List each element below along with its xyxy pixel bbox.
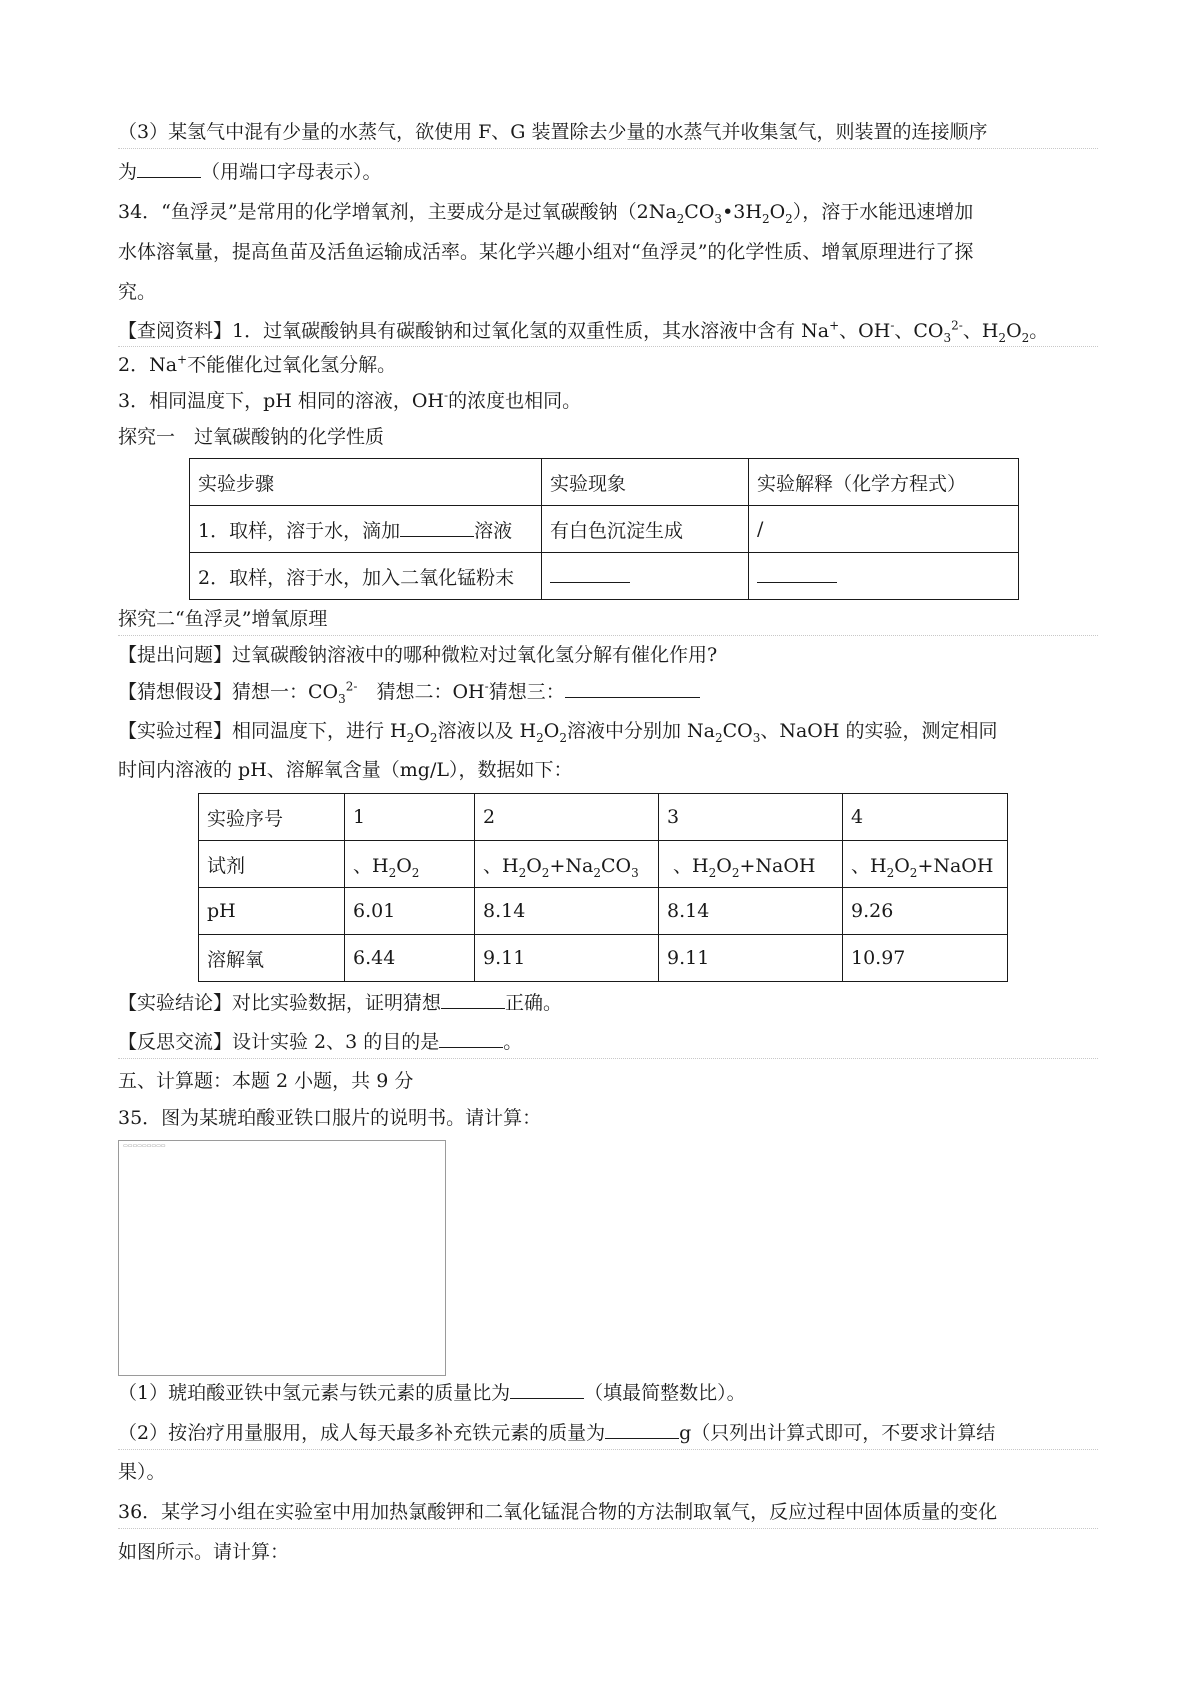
subscript: 2 xyxy=(541,865,550,880)
subscript: 2 xyxy=(518,865,527,880)
table-row xyxy=(190,459,1019,506)
text: 【提出问题】过氧碳酸钠溶液中的哪种微粒对过氧化氢分解有催化作用? xyxy=(118,644,718,666)
row-label: 试剂 xyxy=(199,841,345,888)
subscript: 2 xyxy=(886,865,895,880)
subscript: 3 xyxy=(752,730,761,745)
table-cell: 1 xyxy=(345,794,475,841)
text: 3．相同温度下，pH 相同的溶液，OH xyxy=(118,390,445,412)
subscript: 2 xyxy=(536,730,544,745)
divider xyxy=(118,1058,1098,1059)
text: O xyxy=(396,854,412,877)
text: （填最简整数比）。 xyxy=(584,1382,746,1404)
text: （用端口字母表示）。 xyxy=(201,161,382,183)
text: O xyxy=(894,854,910,877)
inquiry-one-heading xyxy=(118,422,1098,452)
question-line xyxy=(118,640,1098,670)
table-header: 实验解释（化学方程式） xyxy=(749,459,1019,506)
text: 【实验结论】对比实验数据，证明猜想 xyxy=(118,992,442,1014)
text: 溶液中分别加 Na xyxy=(566,720,715,742)
table-cell: 4 xyxy=(843,794,1008,841)
table-cell: 10.97 xyxy=(843,935,1008,982)
subscript: 2 xyxy=(761,211,770,226)
experiment-data-table xyxy=(198,793,1008,982)
text: 、OH xyxy=(839,320,891,342)
answer-blank[interactable] xyxy=(400,518,474,537)
text: （2）按治疗用量服用，成人每天最多补充铁元素的质量为 xyxy=(118,1422,606,1444)
subscript: 2 xyxy=(388,865,397,880)
table-cell xyxy=(843,841,1008,888)
text: ），溶于水能迅速增加 xyxy=(792,201,974,223)
text: 【实验过程】相同温度下，进行 H xyxy=(118,720,407,742)
superscript: + xyxy=(177,352,188,367)
inquiry-two-heading xyxy=(118,604,1098,634)
subscript: 2 xyxy=(411,865,420,880)
table-cell: 9.11 xyxy=(659,935,843,982)
text: O xyxy=(414,720,430,742)
text: 探究一 过氧碳酸钠的化学性质 xyxy=(118,426,385,448)
table-header: 实验步骤 xyxy=(190,459,542,506)
text: 34．“鱼浮灵”是常用的化学增氧剂，主要成分是过氧碳酸钠（2Na xyxy=(118,201,677,223)
text: 五、计算题：本题 2 小题，共 9 分 xyxy=(118,1070,414,1092)
text: 如图所示。请计算： xyxy=(118,1541,290,1563)
superscript: 2- xyxy=(951,318,963,333)
conclusion-line xyxy=(118,988,1098,1018)
hypothesis-line xyxy=(118,677,1098,707)
process-line1 xyxy=(118,716,1098,746)
text: 、H xyxy=(962,320,999,342)
subscript: 2 xyxy=(714,730,723,745)
text: O xyxy=(543,720,560,742)
row-label: 实验序号 xyxy=(199,794,345,841)
reflection-line xyxy=(118,1027,1098,1057)
table-row xyxy=(190,553,1019,600)
text: CO xyxy=(600,854,632,877)
text: O xyxy=(716,854,732,877)
table-cell: 9.26 xyxy=(843,888,1008,935)
text: g（只列出计算式即可，不要求计算结 xyxy=(679,1422,996,1444)
divider xyxy=(118,346,1098,347)
divider xyxy=(118,1449,1098,1450)
subscript: 2 xyxy=(785,211,793,226)
table-cell xyxy=(749,553,1019,600)
text: •3H xyxy=(722,201,762,223)
table-row xyxy=(190,506,1019,553)
subscript: 2 xyxy=(998,330,1007,345)
answer-blank[interactable] xyxy=(137,159,201,178)
answer-blank[interactable] xyxy=(565,679,700,698)
text: 果）。 xyxy=(118,1461,166,1483)
section-five-heading xyxy=(118,1066,1098,1096)
answer-blank[interactable] xyxy=(441,990,505,1009)
table-cell: 9.11 xyxy=(475,935,659,982)
text: 36．某学习小组在实验室中用加热氯酸钾和二氧化锰混合物的方法制取氧气，反应过程中固体质量的变化 xyxy=(118,1501,998,1523)
text: 探究二“鱼浮灵”增氧原理 xyxy=(118,608,328,630)
subscript: 2 xyxy=(731,865,740,880)
table-cell: 3 xyxy=(659,794,843,841)
q33-3-line2 xyxy=(118,157,1098,187)
text: +NaOH xyxy=(739,854,816,877)
text: 溶液以及 H xyxy=(437,720,537,742)
text: +NaOH xyxy=(917,854,994,877)
q33-3-line1 xyxy=(118,117,1098,147)
divider xyxy=(118,635,1098,636)
table-row xyxy=(199,888,1008,935)
superscript: + xyxy=(829,318,840,333)
table-cell xyxy=(659,841,843,888)
q36-line2 xyxy=(118,1537,1098,1567)
q36-line1 xyxy=(118,1497,1098,1527)
answer-blank[interactable] xyxy=(605,1420,679,1439)
q34-line2 xyxy=(118,237,1098,267)
text: 。 xyxy=(503,1031,523,1053)
experiment-table-1 xyxy=(189,458,1019,600)
row-label: 溶解氧 xyxy=(199,935,345,982)
table-cell: 6.01 xyxy=(345,888,475,935)
q34-line3 xyxy=(118,277,1098,307)
q35-part2-line1 xyxy=(118,1418,1098,1448)
subscript: 2 xyxy=(1021,330,1030,345)
text: 。 xyxy=(1029,320,1049,342)
table-cell xyxy=(475,841,659,888)
table-row xyxy=(199,935,1008,982)
text: 究。 xyxy=(118,281,157,303)
table-cell: 6.44 xyxy=(345,935,475,982)
subscript: 3 xyxy=(714,211,723,226)
subscript: 2 xyxy=(429,730,438,745)
text: 猜想二：OH xyxy=(357,681,485,703)
superscript: - xyxy=(444,388,449,403)
text: 猜想三： xyxy=(488,681,565,703)
subscript: 2 xyxy=(909,865,918,880)
table-cell: 有白色沉淀生成 xyxy=(542,506,749,553)
superscript: - xyxy=(890,318,895,333)
q34-line1 xyxy=(118,197,1098,227)
medicine-instruction-image xyxy=(118,1140,446,1376)
text: O xyxy=(769,201,786,223)
text: 正确。 xyxy=(505,992,563,1014)
table-cell xyxy=(190,506,542,553)
text: +Na xyxy=(549,854,594,877)
text: 时间内溶液的 pH、溶解氧含量（mg/L），数据如下： xyxy=(118,759,573,781)
text: 不能催化过氧化氢分解。 xyxy=(187,354,397,376)
subscript: 3 xyxy=(338,691,346,706)
answer-blank[interactable] xyxy=(550,564,630,583)
table-cell xyxy=(345,841,475,888)
superscript: - xyxy=(484,679,489,694)
answer-blank[interactable] xyxy=(439,1029,503,1048)
reference-line3 xyxy=(118,386,1098,416)
q35-part2-line2 xyxy=(118,1457,1098,1487)
row-label: pH xyxy=(199,888,345,935)
q33-3-text: （3）某氢气中混有少量的水蒸气，欲使用 F、G 装置除去少量的水蒸气并收集氢气，则装置的连接顺序 xyxy=(118,121,988,143)
text: 水体溶氧量，提高鱼苗及活鱼运输成活率。某化学兴趣小组对“鱼浮灵”的化学性质、增氧原理进行了探 xyxy=(118,241,974,263)
subscript: 2 xyxy=(676,211,685,226)
image-placeholder-caption: ▭▭▭▭▭▭▭▭▭ xyxy=(123,1143,166,1149)
text: O xyxy=(526,854,542,877)
table-row xyxy=(199,794,1008,841)
text: 、NaOH 的实验，测定相同 xyxy=(760,720,998,742)
text: 1．取样，溶于水，滴加 xyxy=(198,519,401,542)
table-cell: 2 xyxy=(475,794,659,841)
text: 【查阅资料】1．过氧碳酸钠具有碳酸钠和过氧化氢的双重性质，其水溶液中含有 Na xyxy=(118,320,830,342)
table-cell: / xyxy=(749,506,1019,553)
text: 【反思交流】设计实验 2、3 的目的是 xyxy=(118,1031,440,1053)
q35-part1 xyxy=(118,1378,1098,1408)
table-header: 实验现象 xyxy=(542,459,749,506)
answer-blank[interactable] xyxy=(510,1380,584,1399)
text: 、H xyxy=(483,854,519,877)
text: 的浓度也相同。 xyxy=(448,390,582,412)
table-cell: 2．取样，溶于水，加入二氧化锰粉末 xyxy=(190,553,542,600)
divider xyxy=(118,1528,1098,1529)
process-line2 xyxy=(118,755,1098,785)
q35-intro xyxy=(118,1103,1098,1133)
subscript: 2 xyxy=(593,865,601,880)
reference-line1 xyxy=(118,316,1098,346)
subscript: 2 xyxy=(406,730,415,745)
text: 溶液 xyxy=(474,519,513,542)
text: 【猜想假设】猜想一：CO xyxy=(118,681,339,703)
table-cell xyxy=(542,553,749,600)
superscript: 2- xyxy=(345,679,358,694)
text: 、H xyxy=(353,854,389,877)
text: 为 xyxy=(118,161,138,183)
table-row xyxy=(199,841,1008,888)
table-cell: 8.14 xyxy=(475,888,659,935)
text: 、CO xyxy=(894,320,944,342)
text: 、H xyxy=(851,854,887,877)
divider xyxy=(118,148,1098,149)
text: 35．图为某琥珀酸亚铁口服片的说明书。请计算： xyxy=(118,1107,542,1129)
subscript: 3 xyxy=(943,330,952,345)
text: （1）琥珀酸亚铁中氢元素与铁元素的质量比为 xyxy=(118,1382,511,1404)
text: O xyxy=(1006,320,1022,342)
text: CO xyxy=(722,720,753,742)
reference-line2 xyxy=(118,350,1098,380)
text: 2．Na xyxy=(118,354,178,376)
subscript: 3 xyxy=(631,865,639,880)
subscript: 2 xyxy=(559,730,567,745)
text: 、H xyxy=(673,854,709,877)
answer-blank[interactable] xyxy=(757,564,837,583)
subscript: 2 xyxy=(708,865,717,880)
text: CO xyxy=(684,201,715,223)
table-cell: 8.14 xyxy=(659,888,843,935)
